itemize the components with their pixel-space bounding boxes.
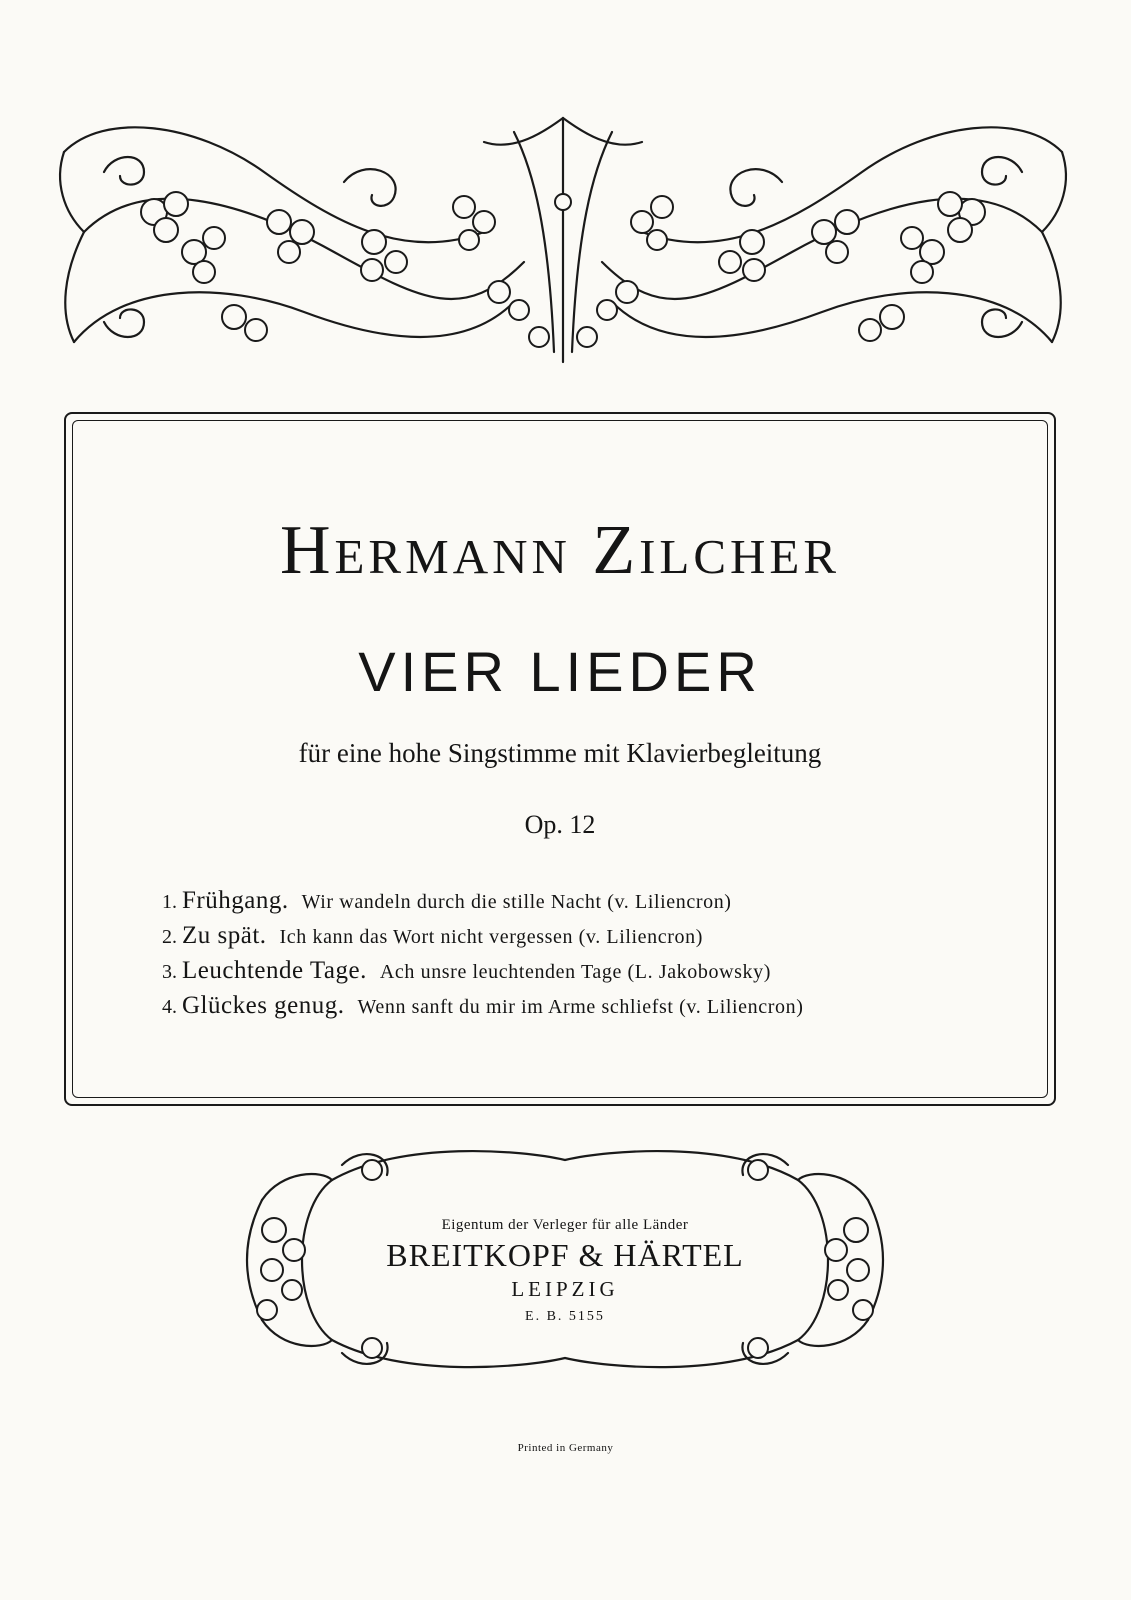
printed-note: Printed in Germany: [517, 1442, 614, 1454]
work-title: VIER LIEDER: [358, 640, 762, 703]
song-number: 3.: [162, 961, 177, 983]
song-list: [162, 884, 1022, 1024]
list-item: [162, 989, 1022, 1024]
song-title: Glückes genug.: [182, 992, 345, 1019]
rights-notice: Eigentum der Verleger für alle Länder: [441, 1217, 689, 1233]
publisher-name: BREITKOPF & HÄRTEL: [386, 1237, 744, 1273]
plate-number: E. B. 5155: [525, 1309, 605, 1324]
song-title: Frühgang.: [182, 887, 289, 914]
composer-name: Hermann Zilcher: [279, 512, 841, 589]
song-title: Zu spät.: [182, 922, 267, 949]
song-incipit: Wenn sanft du mir im Arme schliefst (v. Liliencron): [357, 996, 804, 1018]
top-ornament-icon: [44, 112, 1082, 364]
song-incipit: Wir wandeln durch die stille Nacht (v. Liliencron): [301, 891, 732, 913]
list-item: [162, 919, 1022, 954]
song-number: 1.: [162, 891, 177, 913]
publisher-city: LEIPZIG: [511, 1277, 619, 1301]
song-number: 4.: [162, 996, 177, 1018]
song-incipit: Ich kann das Wort nicht vergessen (v. Liliencron): [279, 926, 703, 948]
opus-number: Op. 12: [524, 810, 596, 839]
list-item: [162, 884, 1022, 919]
list-item: [162, 954, 1022, 989]
song-title: Leuchtende Tage.: [182, 957, 367, 984]
title-frame: [64, 412, 1056, 1106]
song-incipit: Ach unsre leuchtenden Tage (L. Jakobowsky): [379, 961, 771, 983]
song-number: 2.: [162, 926, 177, 948]
work-subtitle: für eine hohe Singstimme mit Klavierbegleitung: [298, 738, 822, 768]
publisher-block: [340, 1214, 790, 1330]
